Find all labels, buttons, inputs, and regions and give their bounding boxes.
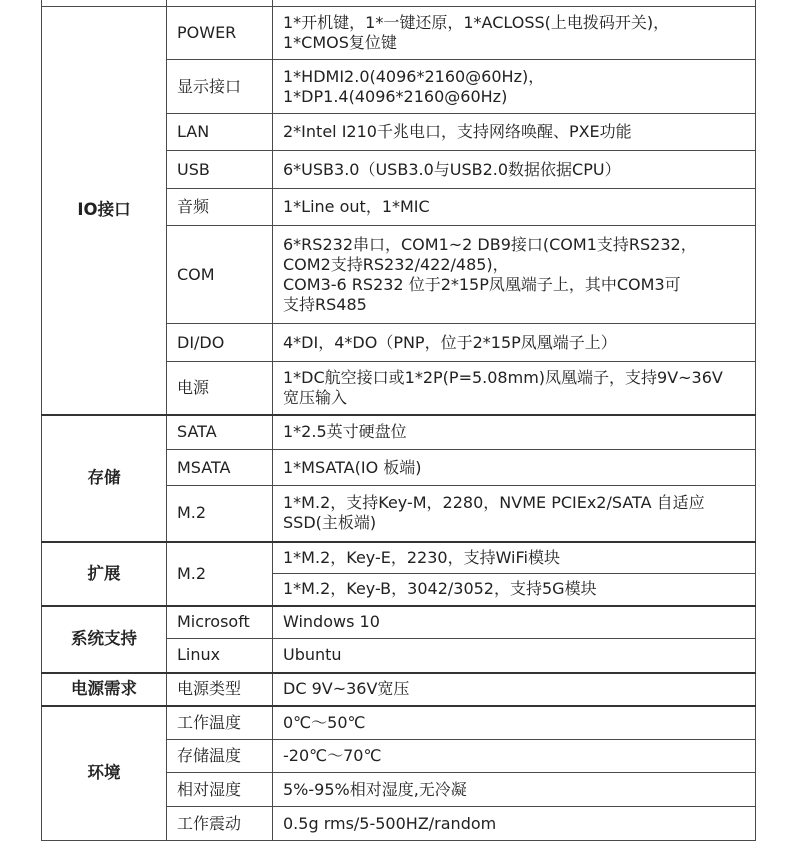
item-name-com: COM xyxy=(167,226,273,324)
item-name-linux: Linux xyxy=(167,639,273,673)
item-value-dido: 4*DI，4*DO（PNP，位于2*15P凤凰端子上） xyxy=(273,324,756,362)
item-name-microsoft: Microsoft xyxy=(167,606,273,639)
table-row xyxy=(42,7,756,60)
item-name-display: 显示接口 xyxy=(167,60,273,114)
table-row xyxy=(42,542,756,574)
item-name-msata: MSATA xyxy=(167,450,273,486)
item-value-m2-storage: 1*M.2，支持Key-M，2280，NVME PCIEx2/SATA 自适应 SSD(主板端) xyxy=(273,486,756,542)
spec-table-body xyxy=(42,0,756,841)
item-value-msata: 1*MSATA(IO 板端) xyxy=(273,450,756,486)
item-value-ubuntu: Ubuntu xyxy=(273,639,756,673)
item-name-humidity: 相对湿度 xyxy=(167,773,273,807)
item-name-op-temp: 工作温度 xyxy=(167,706,273,740)
item-name-storage-temp: 存储温度 xyxy=(167,740,273,773)
item-name-power-type: 电源类型 xyxy=(167,673,273,706)
item-name-m2-expansion: M.2 xyxy=(167,542,273,606)
item-name-usb: USB xyxy=(167,151,273,189)
item-value-com: 6*RS232串口，COM1~2 DB9接口(COM1支持RS232， COM2支持RS232/422/485)， COM3-6 RS232 位于2*15P凤凰端子上，其中COM3可 支持RS485 xyxy=(273,226,756,324)
item-name-power: POWER xyxy=(167,7,273,60)
item-value-power-input: 1*DC航空接口或1*2P(P=5.08mm)凤凰端子，支持9V~36V 宽压输入 xyxy=(273,362,756,415)
item-value-lan: 2*Intel I210千兆电口，支持网络唤醒、PXE功能 xyxy=(273,114,756,151)
item-value-audio: 1*Line out，1*MIC xyxy=(273,189,756,226)
item-value-power-type: DC 9V~36V宽压 xyxy=(273,673,756,706)
item-name-vibration: 工作震动 xyxy=(167,807,273,841)
item-value-windows: Windows 10 xyxy=(273,606,756,639)
item-name-power-input: 电源 xyxy=(167,362,273,415)
item-name-m2-storage: M.2 xyxy=(167,486,273,542)
item-name-dido: DI/DO xyxy=(167,324,273,362)
spec-table xyxy=(41,0,756,841)
item-value-op-temp: 0℃～50℃ xyxy=(273,706,756,740)
item-name-audio: 音频 xyxy=(167,189,273,226)
item-value-usb: 6*USB3.0（USB3.0与USB2.0数据依据CPU） xyxy=(273,151,756,189)
item-value-display: 1*HDMI2.0(4096*2160@60Hz)， 1*DP1.4(4096*2160@60Hz) xyxy=(273,60,756,114)
item-value-storage-temp: -20℃～70℃ xyxy=(273,740,756,773)
category-os: 系统支持 xyxy=(42,606,167,673)
item-value-humidity: 5%-95%相对湿度,无冷凝 xyxy=(273,773,756,807)
item-value-m2-5g: 1*M.2，Key-B，3042/3052，支持5G模块 xyxy=(273,574,756,606)
table-row xyxy=(42,706,756,740)
category-storage: 存储 xyxy=(42,415,167,542)
category-environment: 环境 xyxy=(42,706,167,841)
category-power-req: 电源需求 xyxy=(42,673,167,706)
table-row xyxy=(42,673,756,706)
item-value-m2-wifi: 1*M.2，Key-E，2230，支持WiFi模块 xyxy=(273,542,756,574)
table-row xyxy=(42,606,756,639)
item-value-sata: 1*2.5英寸硬盘位 xyxy=(273,415,756,450)
item-value-power: 1*开机键，1*一键还原，1*ACLOSS(上电拨码开关)， 1*CMOS复位键 xyxy=(273,7,756,60)
category-io: IO接口 xyxy=(42,7,167,415)
item-name-lan: LAN xyxy=(167,114,273,151)
table-row xyxy=(42,415,756,450)
item-name-sata: SATA xyxy=(167,415,273,450)
item-value-vibration: 0.5g rms/5-500HZ/random xyxy=(273,807,756,841)
category-expansion: 扩展 xyxy=(42,542,167,606)
